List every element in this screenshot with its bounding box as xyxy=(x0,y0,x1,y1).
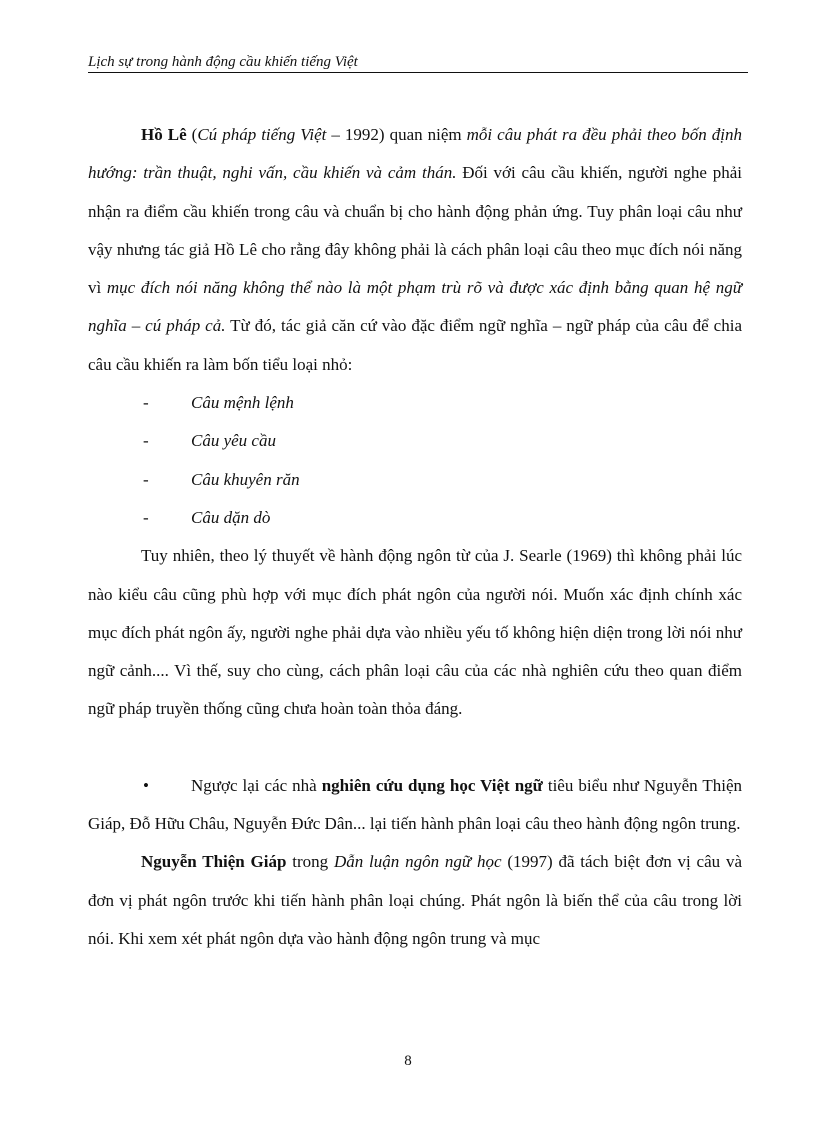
book-title: Dẫn luận ngôn ngữ học xyxy=(333,852,502,872)
paragraph-nguyen-thien-giap xyxy=(88,843,742,958)
list-item xyxy=(88,422,742,460)
dash-marker: - xyxy=(143,507,149,527)
list-item-text: Câu khuyên răn xyxy=(191,469,300,489)
quote: mục đích nói năng không thể nào là một phạm trù rõ và được xác định bằng quan hệ ngữ nghĩa – cú pháp cả. xyxy=(88,278,742,336)
bold-phrase: nghiên cứu dụng học Việt ngữ xyxy=(321,775,543,795)
quote: mỗi câu phát ra đều phải theo bốn định hướng: trần thuật, nghi vấn, cầu khiến và cảm thán. xyxy=(88,125,742,183)
list-item-text: Câu dặn dò xyxy=(191,507,271,527)
header-rule xyxy=(88,72,748,73)
text: (1997) đã tách biệt đơn vị câu và đơn vị phát ngôn trước khi tiến hành phân loại chúng. Phát ngôn là biến thể của câu trong lời nói. Khi xem xét phát ngôn dựa vào hành động ngôn trung và mục xyxy=(88,852,742,948)
text: Từ đó, tác giả căn cứ vào đặc điểm ngữ nghĩa – ngữ pháp của câu để chia câu cầu khiến ra làm bốn tiểu loại nhỏ: xyxy=(88,316,742,374)
spacer xyxy=(88,729,742,767)
author-name: Hồ Lê xyxy=(141,125,187,144)
text: tiêu biểu như Nguyễn Thiện Giáp, Đỗ Hữu Châu, Nguyễn Đức Dân... lại tiến hành phân loại câu theo hành động ngôn trung. xyxy=(88,775,743,834)
paragraph-ho-le xyxy=(88,116,742,384)
list-item xyxy=(88,499,742,537)
list-item-text: Câu yêu cầu xyxy=(191,431,276,451)
bullet-marker: • xyxy=(143,775,149,795)
list-item-text: Câu mệnh lệnh xyxy=(191,393,294,413)
text: trong xyxy=(286,852,334,872)
text: ( xyxy=(186,125,198,144)
dash-marker: - xyxy=(143,469,149,489)
book-title: Cú pháp tiếng Việt xyxy=(197,125,327,144)
author-name: Nguyễn Thiện Giáp xyxy=(141,852,287,872)
text: Đối với câu cầu khiến, người nghe phải nhận ra điểm cầu khiến trong câu và chuẩn bị cho hành động phản ứng. Tuy phân loại câu như vậy nhưng tác giả Hồ Lê cho rằng đây không phải là cách phân loại câu theo mục đích nói năng vì xyxy=(88,163,742,298)
dash-marker: - xyxy=(143,431,149,451)
text: Ngược lại các nhà xyxy=(191,775,322,795)
paragraph-searle: Tuy nhiên, theo lý thuyết về hành động ngôn từ của J. Searle (1969) thì không phải lúc nào kiểu câu cũng phù hợp với mục đích phát ngôn của người nói. Muốn xác định chính xác mục đích phát ngôn ấy, người nghe phải dựa vào nhiều yếu tố không hiện diện trong lời nói như ngữ cảnh.... Vì thế, suy cho cùng, cách phân loại câu của các nhà nghiên cứu theo quan điểm ngữ pháp truyền thống cũng chưa hoàn toàn thỏa đáng. xyxy=(88,546,742,719)
dash-marker: - xyxy=(143,393,149,413)
list-item xyxy=(88,384,742,422)
running-header: Lịch sự trong hành động cầu khiến tiếng Việt xyxy=(88,54,358,70)
bullet-paragraph xyxy=(88,767,742,844)
page-body xyxy=(88,116,742,958)
list-item xyxy=(88,461,742,499)
page-number: 8 xyxy=(404,1053,412,1069)
text: – 1992) quan niệm xyxy=(326,125,467,144)
